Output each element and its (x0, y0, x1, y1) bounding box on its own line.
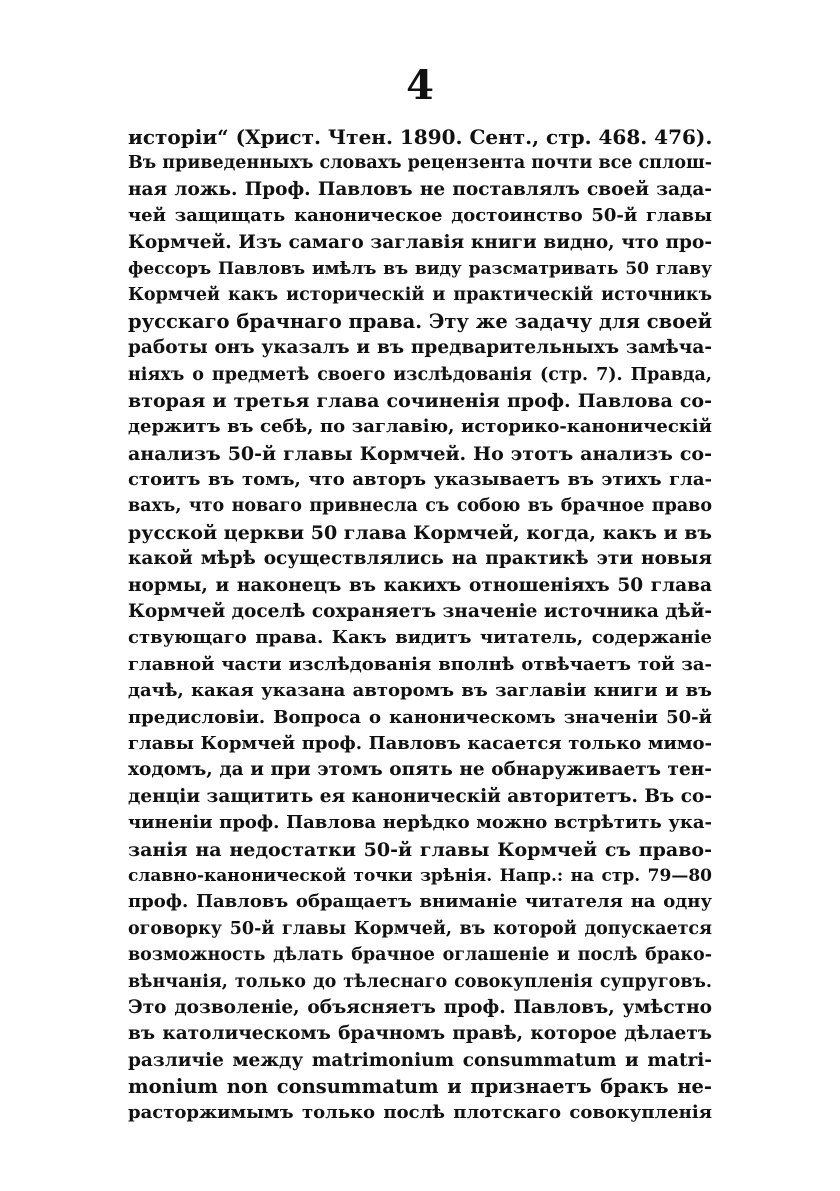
text-line: предисловіи. Вопроса о каноническомъ значеніи 50-й (128, 706, 712, 728)
text-line: вѣнчанія, только до тѣлеснаго совокупленія супруговъ. (128, 971, 712, 992)
text-line: русскаго брачнаго права. Эту же задачу для своей (128, 309, 712, 333)
text-line: дачѣ, какая указана авторомъ въ заглавіи книги и въ (128, 680, 712, 702)
text-line: занія на недостатки 50-й главы Кормчей съ право- (128, 838, 712, 861)
text-line: ная ложь. Проф. Павловъ не поставлялъ своей зада- (128, 178, 712, 200)
text-line: Кормчей какъ историческій и практическій источникъ (128, 285, 712, 306)
text-line: главы Кормчей проф. Павловъ касается только мимо- (128, 732, 712, 754)
text-line: Это дозволеніе, объясняетъ проф. Павловъ, умѣстно (128, 996, 712, 1018)
text-line: главной части изслѣдованія вполнѣ отвѣчаетъ той за- (128, 653, 712, 675)
text-line: въ католическомъ брачномъ правѣ, которое дѣлаетъ (128, 1023, 712, 1045)
text-line: нормы, и наконецъ въ какихъ отношеніяхъ 50 глава (128, 574, 712, 596)
text-line: ствующаго права. Какъ видитъ читатель, содержаніе (128, 627, 712, 649)
text-line: держитъ въ себѣ, по заглавію, историко-каноническій (128, 416, 712, 438)
text-line: стоитъ въ томъ, что авторъ указываетъ въ этихъ гла- (128, 469, 712, 491)
text-line: денціи защитить ея каноническій авторитетъ. Въ со- (128, 785, 712, 807)
text-line: различіе между matrimonium consummatum и matri- (128, 1049, 712, 1071)
text-line: проф. Павловъ обращаетъ вниманіе читателя на одну (128, 891, 712, 913)
page-number: 4 (406, 62, 434, 109)
text-line: Въ приведенныхъ словахъ рецензента почти все сплош- (128, 153, 712, 174)
text-line: исторіи“ (Христ. Чтен. 1890. Сент., стр. 468. 476). (128, 125, 712, 149)
text-line: возможность дѣлать брачное оглашеніе и послѣ брако- (128, 945, 712, 966)
text-line: какой мѣрѣ осуществлялись на практикѣ эти новыя (128, 548, 712, 570)
text-line: Кормчей доселѣ сохраняетъ значеніе источника дѣй- (128, 601, 712, 623)
text-line: чиненіи проф. Павлова нерѣдко можно встрѣтить ука- (128, 812, 712, 834)
text-line: вахъ, что новаго привнесла съ собою въ брачное право (128, 496, 712, 517)
text-line: Кормчей. Изъ самаго заглавія книги видно, что про- (128, 231, 712, 253)
text-line: вторая и третья глава сочиненія проф. Павлова со- (128, 389, 712, 412)
text-line: ходомъ, да и при этомъ опять не обнаруживаетъ тен- (128, 759, 712, 781)
body-text (128, 124, 712, 1127)
text-line: расторжимымъ только послѣ плотскаго совокупленія (128, 1102, 712, 1124)
text-line: ніяхъ о предметѣ своего изслѣдованія (стр. 7). Правда, (128, 364, 712, 385)
text-line: русской церкви 50 глава Кормчей, когда, какъ и въ (128, 521, 712, 544)
text-line: работы онъ указалъ и въ предварительныхъ замѣча- (128, 337, 712, 359)
text-line: оговорку 50-й главы Кормчей, въ которой допускается (128, 918, 712, 939)
text-line: анализъ 50-й главы Кормчей. Но этотъ анализъ со- (128, 442, 712, 465)
text-line: фессоръ Павловъ имѣлъ въ виду разсматривать 50 главу (128, 258, 712, 279)
text-line: славно-канонической точки зрѣнія. Напр.: на стр. 79—80 (128, 865, 712, 886)
text-line: чей защищать каноническое достоинство 50-й главы (128, 205, 712, 227)
text-line: monium non consummatum и признаетъ бракъ не- (128, 1075, 712, 1099)
